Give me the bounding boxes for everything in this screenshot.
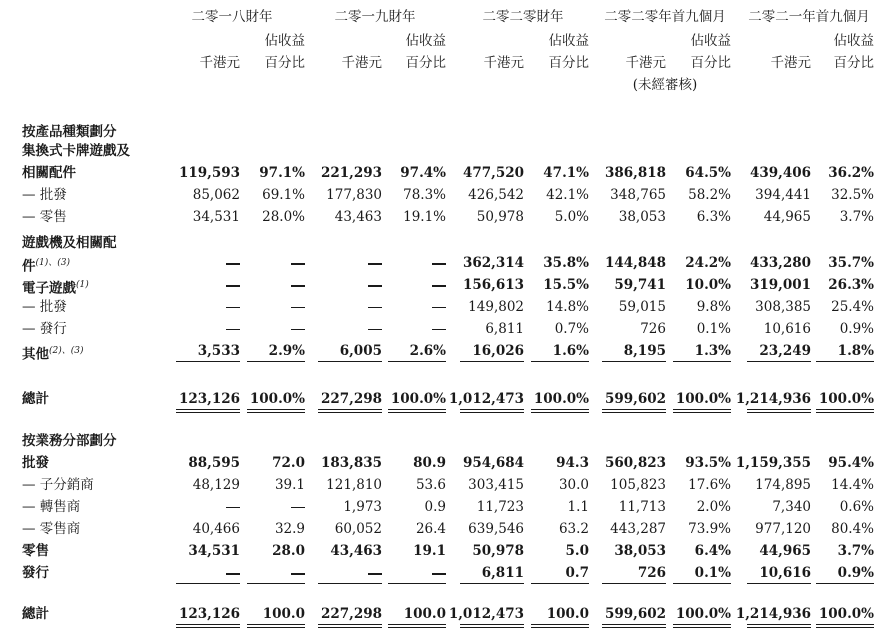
subtotal-underline [816,583,874,584]
percentage-cell: 2.6% [409,343,446,359]
row-label-text: 零售 [22,543,49,559]
column-amount-unit: 千港元 [341,55,382,71]
amount-cell: 977,120 [755,521,811,537]
nil-dash [368,573,382,575]
column-pct-header-line1: 佔收益 [264,33,305,49]
total-double-underline [673,412,731,413]
amount-cell: 6,005 [339,343,382,359]
amount-cell: 43,463 [334,209,382,225]
percentage-cell: 93.5% [685,455,731,471]
table-row [0,430,885,452]
amount-cell: 44,965 [763,209,811,225]
amount-cell: 954,684 [462,455,524,471]
percentage-cell: 25.4% [831,299,874,315]
row-label-text: — 批發 [22,187,67,203]
percentage-cell: 36.2% [828,165,874,181]
amount-cell: 123,126 [178,391,240,407]
percentage-cell: 32.9 [274,521,305,537]
nil-dash [291,263,305,265]
nil-dash [368,307,382,308]
percentage-cell: 100.0 [262,606,305,622]
total-double-underline [602,627,666,628]
amount-cell: 394,441 [755,187,811,203]
column-amount-unit: 千港元 [483,55,524,71]
table-row [0,518,885,540]
percentage-cell: 64.5% [685,165,731,181]
total-double-underline [247,624,305,625]
percentage-cell: 1.6% [552,343,589,359]
amount-cell: 726 [637,565,666,581]
row-label [22,187,67,203]
column-pct-header-line2: 百分比 [833,55,874,71]
amount-cell: 319,001 [749,277,811,293]
total-double-underline [176,627,240,628]
table-row [0,452,885,474]
amount-cell: 16,026 [472,343,524,359]
amount-cell: 1,012,473 [448,391,524,407]
total-double-underline [460,409,524,410]
total-double-underline [747,627,811,628]
row-label [22,299,67,315]
total-double-underline [247,627,305,628]
amount-cell: 1,159,355 [735,455,811,471]
amount-cell: 88,595 [188,455,240,471]
amount-cell: 726 [640,321,666,337]
amount-cell: 3,533 [197,343,240,359]
percentage-cell: 14.8% [546,299,589,315]
total-double-underline [318,627,382,628]
amount-cell: 183,835 [320,455,382,471]
column-pct-header-line1: 佔收益 [548,33,589,49]
percentage-cell: 58.2% [688,187,731,203]
nil-dash [291,329,305,330]
subtotal-underline [816,361,874,362]
amount-cell: 1,012,473 [448,606,524,622]
percentage-cell: 100.0% [818,606,874,622]
percentage-cell: 0.7% [554,321,589,337]
table-row [0,140,885,162]
row-label [22,543,49,559]
amount-cell: 348,765 [610,187,666,203]
table-row [0,388,885,410]
percentage-cell: 94.3 [556,455,589,471]
amount-cell: 426,542 [468,187,524,203]
nil-dash [291,307,305,308]
column-amount-unit: 千港元 [770,55,811,71]
total-double-underline [247,412,305,413]
percentage-cell: 0.6% [839,499,874,515]
subtotal-underline [388,361,446,362]
percentage-cell: 100.0% [249,391,305,407]
amount-cell: 123,126 [178,606,240,622]
table-row [0,206,885,228]
amount-cell: 48,129 [192,477,240,493]
subtotal-underline [531,583,589,584]
amount-cell: 1,214,936 [735,606,811,622]
total-double-underline [673,409,731,410]
percentage-cell: 95.4% [828,455,874,471]
column-period-header: 二零二零財年 [482,9,564,25]
total-double-underline [318,412,382,413]
row-label [22,165,76,181]
amount-cell: 11,713 [618,499,666,515]
percentage-cell: 1.1 [567,499,589,515]
amount-cell: 156,613 [462,277,524,293]
amount-cell: 1,973 [343,499,382,515]
row-label-text: 遊戲機及相關配 [22,235,117,251]
subtotal-underline [747,361,811,362]
table-row [0,274,885,296]
total-double-underline [747,624,811,625]
amount-cell: 59,741 [614,277,666,293]
total-double-underline [247,409,305,410]
percentage-cell: 63.2 [558,521,589,537]
row-label-text: — 批發 [22,299,67,315]
column-pct-header-line1: 佔收益 [833,33,874,49]
percentage-cell: 42.1% [546,187,589,203]
table-row [0,340,885,362]
row-label-text: 電子遊戲 [22,280,76,297]
total-double-underline [531,412,589,413]
percentage-cell: 26.3% [828,277,874,293]
table-row [0,252,885,274]
percentage-cell: 5.0 [565,543,589,559]
total-double-underline [388,624,446,625]
row-label-text: — 發行 [22,321,67,337]
row-label-text: 集換式卡牌遊戲及 [22,143,130,159]
row-label [22,477,94,493]
amount-cell: 639,546 [468,521,524,537]
percentage-cell: 72.0 [272,455,305,471]
table-row [0,562,885,584]
amount-cell: 221,293 [320,165,382,181]
column-pct-header-line2: 百分比 [548,55,589,71]
percentage-cell: 30.0 [558,477,589,493]
footnote-marker: (1)、(3) [35,258,70,268]
percentage-cell: 69.1% [262,187,305,203]
amount-cell: 34,531 [192,209,240,225]
percentage-cell: 19.1% [403,209,446,225]
table-row [0,162,885,184]
nil-dash [226,307,240,308]
row-label-text: 其他 [22,346,49,363]
row-label-text: — 零售商 [22,521,81,537]
subtotal-underline [460,583,524,584]
amount-cell: 40,466 [192,521,240,537]
percentage-cell: 17.6% [688,477,731,493]
amount-cell: 599,602 [604,606,666,622]
column-unaudited-note: (未經審核) [632,77,698,93]
amount-cell: 60,052 [334,521,382,537]
amount-cell: 227,298 [320,606,382,622]
row-label-text: — 轉售商 [22,499,81,515]
percentage-cell: 28.0% [262,209,305,225]
column-period-header: 二零二零年首九個月 [604,9,726,25]
total-double-underline [816,409,874,410]
percentage-cell: 0.9% [839,321,874,337]
percentage-cell: 100.0 [403,606,446,622]
column-pct-header-line2: 百分比 [405,55,446,71]
amount-cell: 38,053 [614,543,666,559]
total-double-underline [602,412,666,413]
subtotal-underline [531,361,589,362]
percentage-cell: 1.3% [694,343,731,359]
subtotal-underline [602,361,666,362]
nil-dash [368,285,382,287]
percentage-cell: 97.1% [259,165,305,181]
total-double-underline [176,409,240,410]
total-double-underline [460,627,524,628]
percentage-cell: 53.6 [415,477,446,493]
nil-dash [368,263,382,265]
amount-cell: 149,802 [468,299,524,315]
amount-cell: 6,811 [485,321,524,337]
amount-cell: 11,723 [476,499,524,515]
row-label-text: 相關配件 [22,165,76,181]
total-double-underline [673,624,731,625]
total-double-underline [388,627,446,628]
amount-cell: 10,616 [763,321,811,337]
column-pct-header-line2: 百分比 [264,55,305,71]
subtotal-underline [673,361,731,362]
nil-dash [291,573,305,575]
percentage-cell: 9.8% [696,299,731,315]
row-label [22,343,84,363]
subtotal-underline [318,361,382,362]
column-amount-unit: 千港元 [199,55,240,71]
percentage-cell: 0.1% [696,321,731,337]
nil-dash [368,329,382,330]
row-label [22,606,49,622]
row-label-text: — 子分銷商 [22,477,94,493]
amount-cell: 6,811 [481,565,524,581]
percentage-cell: 100.0 [546,606,589,622]
nil-dash [226,263,240,265]
subtotal-underline [176,361,240,362]
amount-cell: 439,406 [749,165,811,181]
percentage-cell: 6.3% [696,209,731,225]
subtotal-underline [247,361,305,362]
amount-cell: 8,195 [623,343,666,359]
total-double-underline [531,624,589,625]
total-double-underline [602,409,666,410]
percentage-cell: 0.7 [565,565,589,581]
total-double-underline [531,409,589,410]
table-row [0,184,885,206]
table-row [0,474,885,496]
amount-cell: 105,823 [610,477,666,493]
row-label [22,209,67,225]
percentage-cell: 35.8% [543,255,589,271]
column-period-header: 二零二一年首九個月 [748,9,870,25]
amount-cell: 308,385 [755,299,811,315]
nil-dash [226,507,240,508]
percentage-cell: 100.0% [818,391,874,407]
amount-cell: 174,895 [755,477,811,493]
footnote-marker: (1) [76,280,89,290]
table-row [0,540,885,562]
percentage-cell: 0.9 [424,499,446,515]
row-label-text: 批發 [22,455,49,471]
row-label [22,455,49,471]
percentage-cell: 80.4% [831,521,874,537]
row-label [22,433,117,449]
percentage-cell: 47.1% [543,165,589,181]
amount-cell: 433,280 [749,255,811,271]
subtotal-underline [318,583,382,584]
subtotal-underline [460,361,524,362]
row-label-text: — 零售 [22,209,67,225]
amount-cell: 59,015 [618,299,666,315]
row-label [22,321,67,337]
amount-cell: 177,830 [326,187,382,203]
subtotal-underline [176,583,240,584]
row-label [22,499,80,515]
percentage-cell: 100.0% [675,606,731,622]
total-double-underline [318,409,382,410]
amount-cell: 50,978 [472,543,524,559]
percentage-cell: 24.2% [685,255,731,271]
row-label [22,124,117,140]
table-row [0,318,885,340]
amount-cell: 1,214,936 [735,391,811,407]
percentage-cell: 0.9% [837,565,874,581]
total-double-underline [602,624,666,625]
footnote-marker: (2)、(3) [49,346,84,356]
subtotal-underline [673,583,731,584]
nil-dash [226,285,240,287]
amount-cell: 119,593 [178,165,240,181]
percentage-cell: 28.0 [272,543,305,559]
total-double-underline [176,624,240,625]
subtotal-underline [388,583,446,584]
total-double-underline [747,412,811,413]
percentage-cell: 97.4% [400,165,446,181]
row-label-text: 總計 [22,391,49,407]
row-label [22,143,130,159]
total-double-underline [388,409,446,410]
row-label-text: 件 [22,258,36,275]
table-row [0,496,885,518]
row-label [22,235,117,251]
percentage-cell: 35.7% [828,255,874,271]
percentage-cell: 39.1 [274,477,305,493]
column-amount-unit: 千港元 [625,55,666,71]
percentage-cell: 15.5% [543,277,589,293]
table-row [0,296,885,318]
column-pct-header-line1: 佔收益 [690,33,731,49]
nil-dash [226,329,240,330]
column-pct-header-line2: 百分比 [690,55,731,71]
percentage-cell: 3.7% [837,543,874,559]
amount-cell: 121,810 [326,477,382,493]
row-label [22,277,89,297]
row-label-text: 發行 [22,565,49,581]
amount-cell: 34,531 [188,543,240,559]
total-double-underline [816,627,874,628]
total-double-underline [176,412,240,413]
table-row [0,232,885,254]
total-double-underline [318,624,382,625]
row-label [22,521,80,537]
table-row [0,603,885,625]
percentage-cell: 5.0% [554,209,589,225]
amount-cell: 227,298 [320,391,382,407]
amount-cell: 362,314 [462,255,524,271]
amount-cell: 303,415 [468,477,524,493]
percentage-cell: 0.1% [694,565,731,581]
total-double-underline [816,624,874,625]
percentage-cell: 73.9% [688,521,731,537]
percentage-cell: 78.3% [403,187,446,203]
amount-cell: 599,602 [604,391,666,407]
amount-cell: 50,978 [476,209,524,225]
percentage-cell: 10.0% [685,277,731,293]
percentage-cell: 6.4% [694,543,731,559]
total-double-underline [388,412,446,413]
nil-dash [226,573,240,575]
subtotal-underline [747,583,811,584]
row-label [22,565,49,581]
amount-cell: 85,062 [192,187,240,203]
amount-cell: 43,463 [330,543,382,559]
total-double-underline [531,627,589,628]
percentage-cell: 100.0% [390,391,446,407]
percentage-cell: 32.5% [831,187,874,203]
amount-cell: 560,823 [604,455,666,471]
percentage-cell: 100.0% [675,391,731,407]
row-label-text: 按業務分部劃分 [22,433,117,449]
row-label-text: 總計 [22,606,49,622]
percentage-cell: 26.4 [415,521,446,537]
total-double-underline [460,412,524,413]
row-label-text: 按產品種類劃分 [22,124,117,140]
amount-cell: 10,616 [759,565,811,581]
total-double-underline [673,627,731,628]
column-period-header: 二零一九財年 [334,9,416,25]
amount-cell: 38,053 [618,209,666,225]
amount-cell: 23,249 [759,343,811,359]
amount-cell: 144,848 [604,255,666,271]
percentage-cell: 1.8% [837,343,874,359]
total-double-underline [460,624,524,625]
percentage-cell: 19.1 [413,543,446,559]
amount-cell: 7,340 [772,499,811,515]
total-double-underline [747,409,811,410]
row-label [22,391,49,407]
nil-dash [291,285,305,287]
percentage-cell: 2.9% [268,343,305,359]
percentage-cell: 2.0% [696,499,731,515]
amount-cell: 386,818 [604,165,666,181]
total-double-underline [816,412,874,413]
column-period-header: 二零一八財年 [191,9,273,25]
percentage-cell: 14.4% [831,477,874,493]
subtotal-underline [247,583,305,584]
amount-cell: 443,287 [610,521,666,537]
column-pct-header-line1: 佔收益 [405,33,446,49]
amount-cell: 44,965 [759,543,811,559]
amount-cell: 477,520 [462,165,524,181]
percentage-cell: 80.9 [413,455,446,471]
row-label [22,255,70,275]
percentage-cell: 100.0% [533,391,589,407]
subtotal-underline [602,583,666,584]
percentage-cell: 3.7% [839,209,874,225]
